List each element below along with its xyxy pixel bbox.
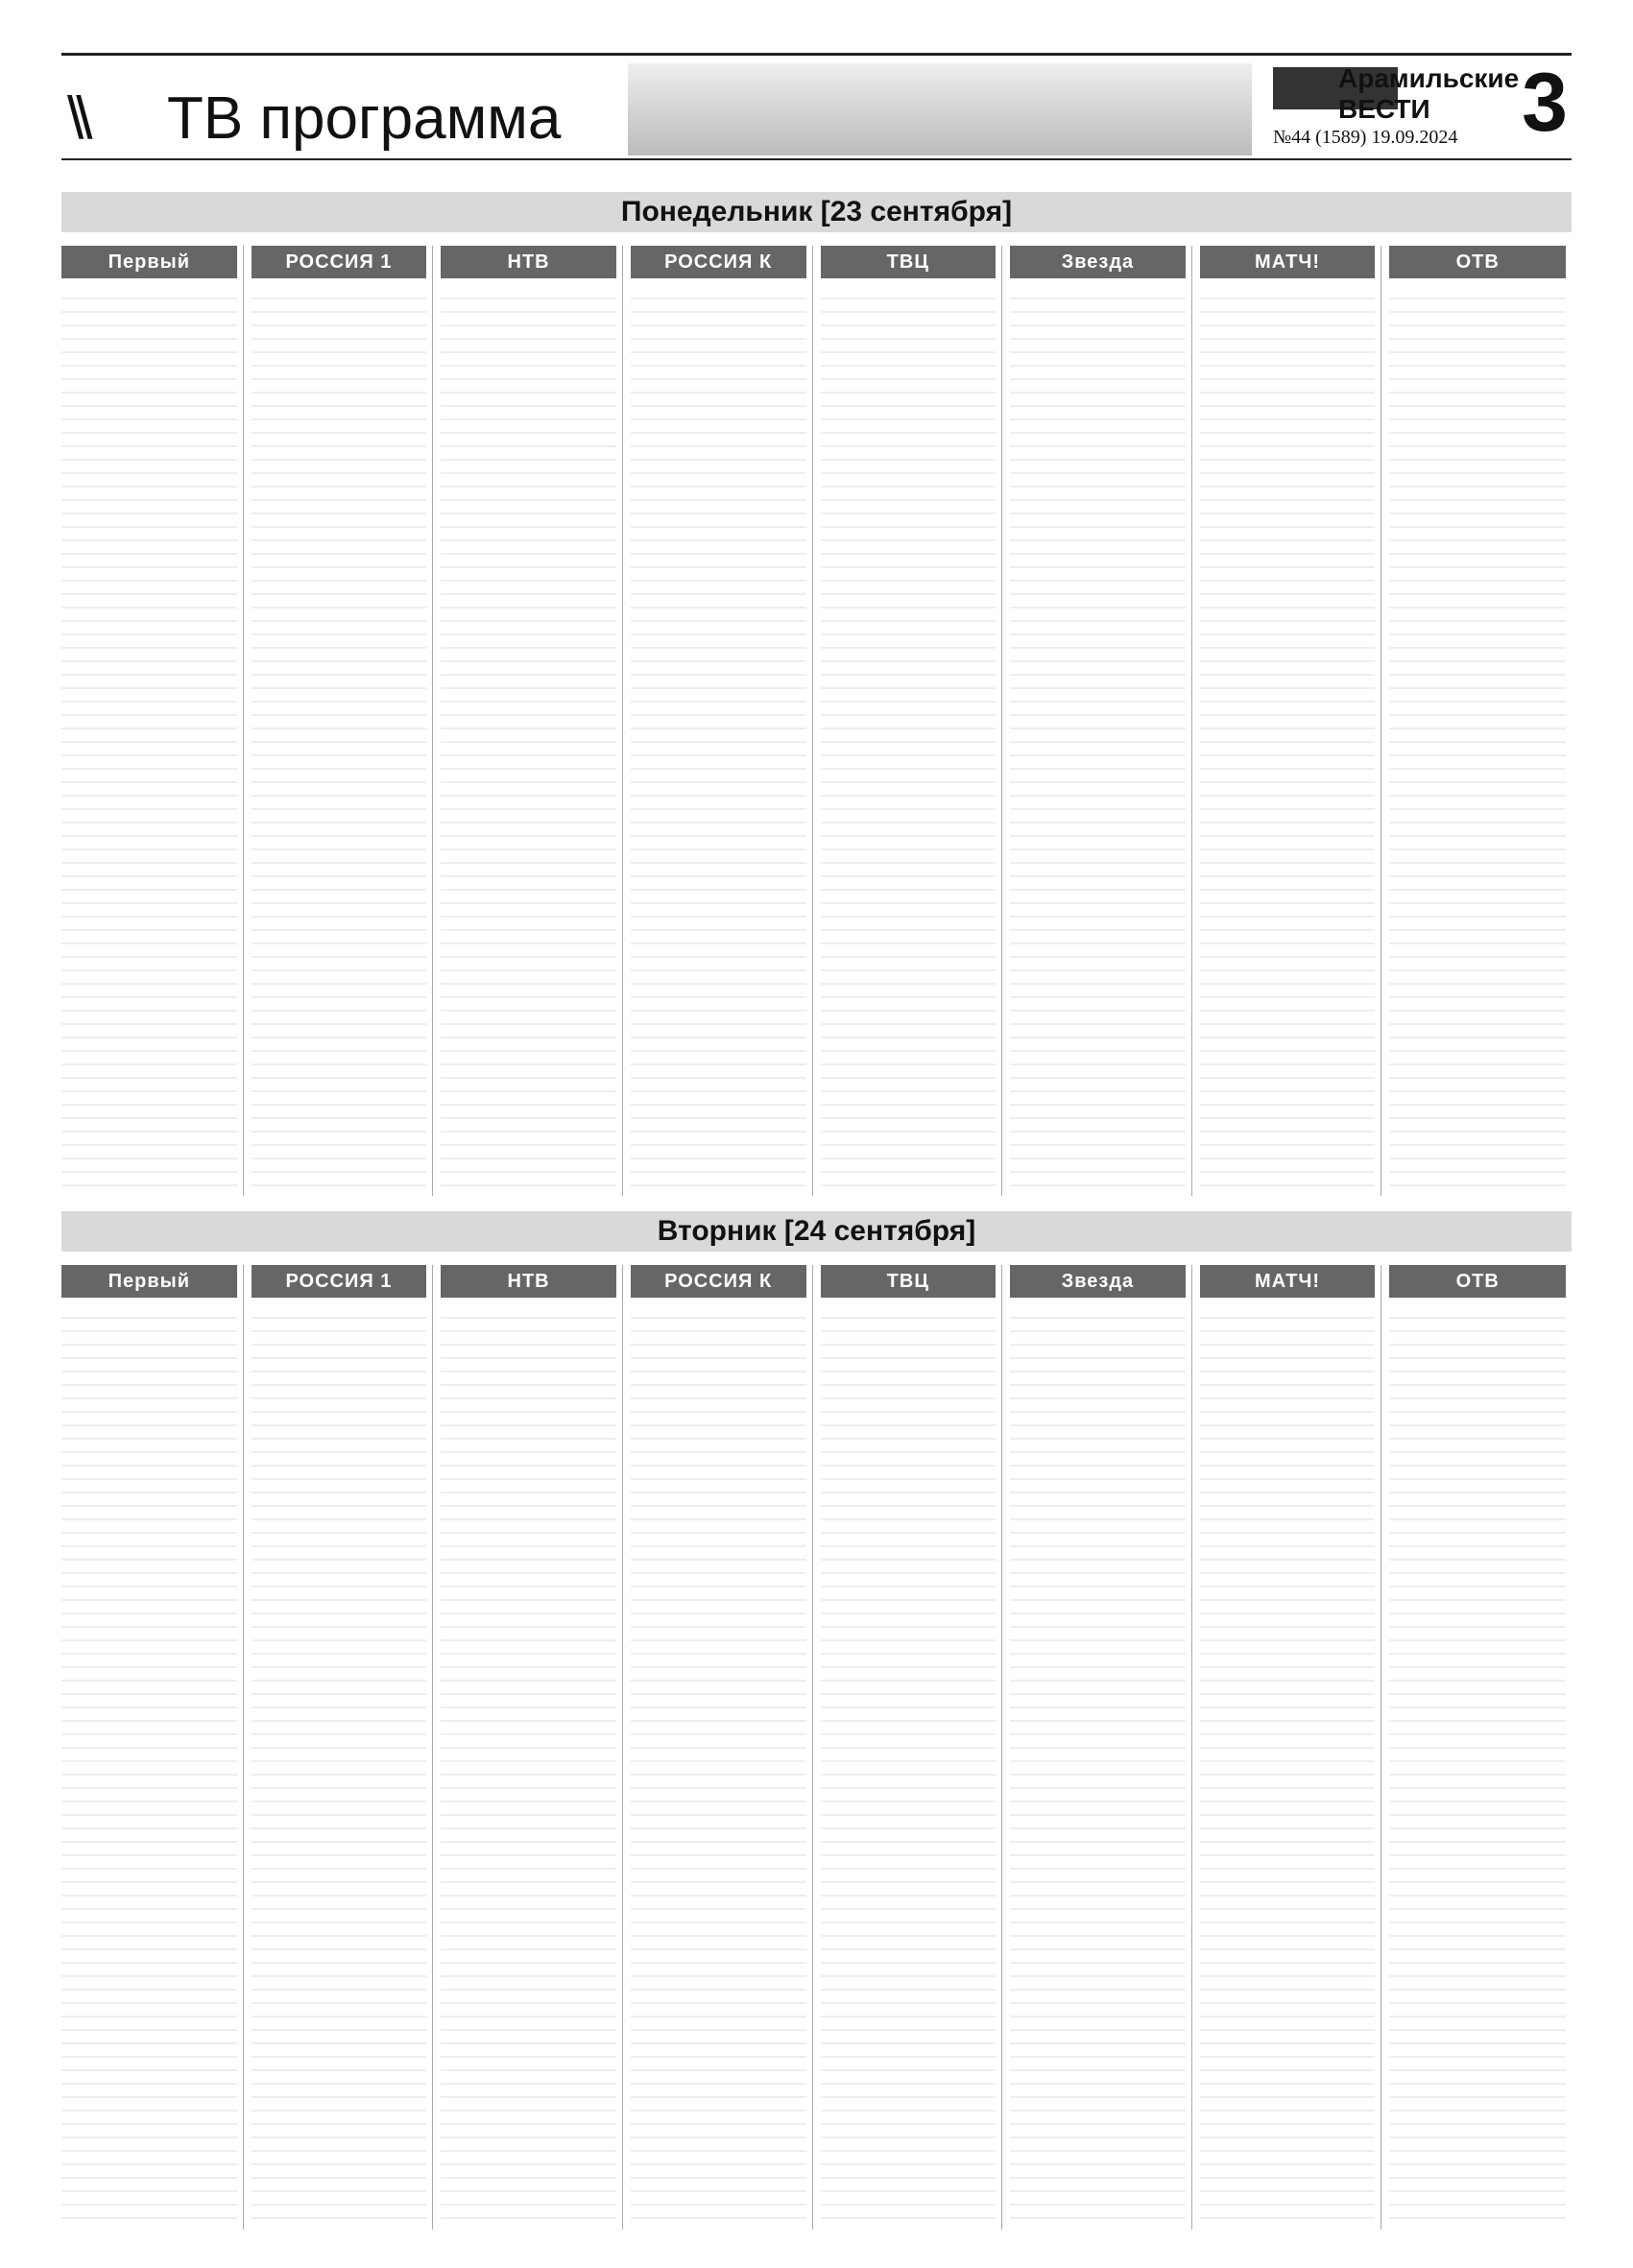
masthead: [61, 53, 1572, 160]
channel-header: РОССИЯ 1: [252, 1265, 427, 1298]
channel-header: ОТВ: [1389, 246, 1566, 278]
channel-header: РОССИЯ К: [631, 1265, 806, 1298]
masthead-slash-icon: \\: [67, 85, 85, 152]
town-photo: [628, 63, 1252, 155]
channel-column: [821, 246, 1003, 1196]
channel-header: Звезда: [1010, 1265, 1186, 1298]
page-title: ТВ программа: [167, 85, 562, 152]
channel-header: МАТЧ!: [1200, 246, 1376, 278]
channel-column: [1010, 246, 1192, 1196]
program-list: [631, 1305, 806, 2230]
program-list: [1200, 286, 1376, 1196]
channel-column: [1200, 246, 1382, 1196]
channel-column: [252, 246, 434, 1196]
channel-header: ТВЦ: [821, 1265, 997, 1298]
channel-header: Звезда: [1010, 246, 1186, 278]
program-list: [821, 1305, 997, 2230]
channel-column: [441, 246, 623, 1196]
program-list: [1010, 286, 1186, 1196]
program-list: [441, 1305, 616, 2230]
program-list: [821, 286, 997, 1196]
channel-column: [821, 1265, 1003, 2230]
channel-header: РОССИЯ К: [631, 246, 806, 278]
channel-column: [631, 1265, 813, 2230]
day-bar-monday: Понедельник [23 сентября]: [61, 192, 1572, 232]
channel-column: [61, 1265, 244, 2230]
channel-header: Первый: [61, 246, 237, 278]
channel-header: МАТЧ!: [1200, 1265, 1376, 1298]
program-list: [61, 1305, 237, 2230]
program-list: [1389, 286, 1566, 1196]
channel-column: [1200, 1265, 1382, 2230]
channel-column: [1010, 1265, 1192, 2230]
program-list: [631, 286, 806, 1196]
channel-header: ТВЦ: [821, 246, 997, 278]
brand-name: Арамильские ВЕСТИ: [1338, 63, 1520, 124]
channel-column: [1389, 1265, 1572, 2230]
program-list: [61, 286, 237, 1196]
program-list: [441, 286, 616, 1196]
page-number: 3: [1522, 57, 1568, 149]
channel-header: РОССИЯ 1: [252, 246, 427, 278]
channel-column: [252, 1265, 434, 2230]
channel-header: Первый: [61, 1265, 237, 1298]
issue-line: №44 (1589) 19.09.2024: [1273, 127, 1458, 148]
channel-column: [1389, 246, 1572, 1196]
program-list: [252, 1305, 427, 2230]
channel-column: [441, 1265, 623, 2230]
channel-header: ОТВ: [1389, 1265, 1566, 1298]
channel-header: НТВ: [441, 1265, 616, 1298]
program-list: [1389, 1305, 1566, 2230]
channel-column: [61, 246, 244, 1196]
day-grid-monday: [61, 246, 1572, 1196]
program-list: [1200, 1305, 1376, 2230]
program-list: [252, 286, 427, 1196]
program-list: [1010, 1305, 1186, 2230]
channel-header: НТВ: [441, 246, 616, 278]
channel-column: [631, 246, 813, 1196]
day-grid-tuesday: [61, 1265, 1572, 2230]
day-bar-tuesday: Вторник [24 сентября]: [61, 1211, 1572, 1252]
